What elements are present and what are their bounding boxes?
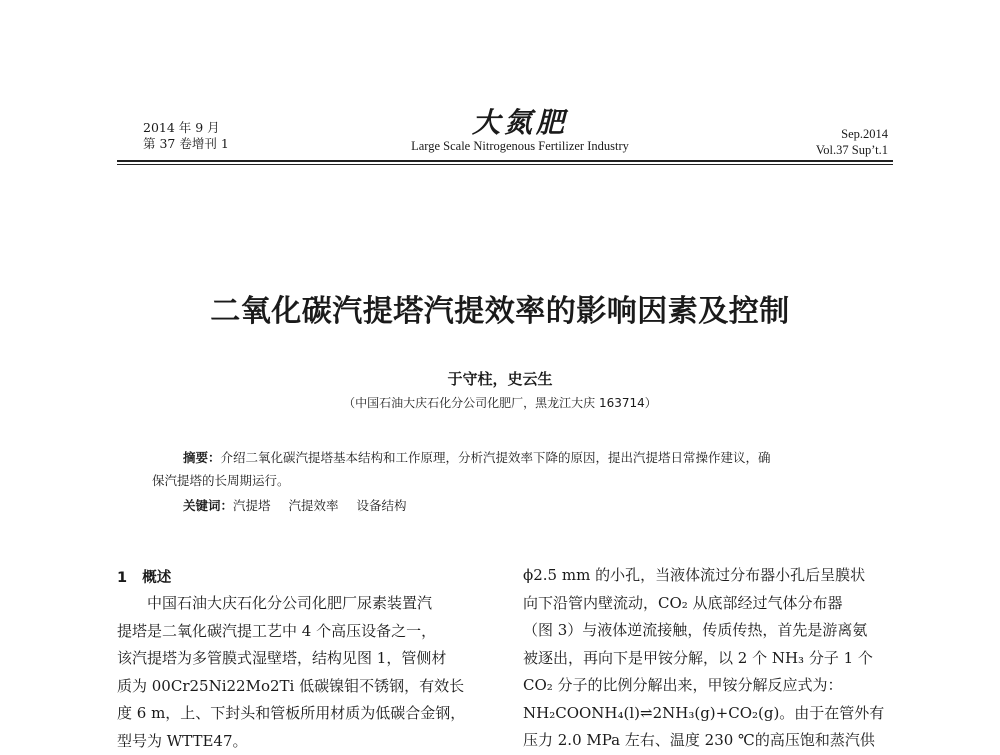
header-rule-thick [117,160,893,162]
body-line: CO₂ 分子的比例分解出来，甲铵分解反应式为： [523,672,898,700]
journal-name: Large Scale Nitrogenous Fertilizer Industry [370,138,670,154]
body-line: 压力 2.0 MPa 左右、温度 230 ℃的高压饱和蒸汽供 [523,727,898,755]
header-rule-thin [117,164,893,165]
keyword: 汽提塔 [233,498,271,513]
body-column-right [523,562,898,755]
keyword: 设备结构 [357,498,407,513]
paper-affiliation: （中国石油大庆石化分公司化肥厂，黑龙江大庆 163714） [0,394,1000,411]
keywords [183,496,425,514]
journal-masthead [370,108,670,154]
body-line: 中国石油大庆石化分公司化肥厂尿素装置汽 [117,590,492,618]
body-line: 质为 00Cr25Ni22Mo2Ti 低碳镍钼不锈钢，有效长 [117,673,492,701]
header-issue-info-en [816,126,888,158]
section-heading [117,566,171,587]
paper-title: 二氧化碳汽提塔汽提效率的影响因素及控制 [0,286,1000,330]
keywords-label: 关键词： [183,498,233,513]
header-volume: 第 37 卷增刊 1 [143,136,229,152]
body-line: ϕ2.5 mm 的小孔，当液体流过分布器小孔后呈膜状 [523,562,898,590]
header-volume-en: Vol.37 Sup’t.1 [816,142,888,158]
section-title: 概述 [142,570,171,586]
abstract-line-2: 保汽提塔的长周期运行。 [152,469,868,492]
body-line: 型号为 WTTE47。 [117,728,492,755]
abstract-line-1 [152,446,868,469]
header-date-en: Sep.2014 [816,126,888,142]
journal-logo: 大氮肥 [370,108,670,138]
keyword: 汽提效率 [289,498,339,513]
section-number: 1 [117,570,127,586]
header-issue-info [143,120,229,152]
abstract-text-1: 介绍二氧化碳汽提塔基本结构和工作原理，分析汽提效率下降的原因，提出汽提塔日常操作建议，确 [221,450,771,465]
abstract [152,446,868,492]
abstract-label: 摘要： [183,450,221,465]
body-column-left [117,590,492,755]
body-line: NH₂COONH₄(l)⇌2NH₃(g)+CO₂(g)。由于在管外有 [523,700,898,728]
body-line: （图 3）与液体逆流接触，传质传热，首先是游离氨 [523,617,898,645]
body-line: 提塔是二氧化碳汽提工艺中 4 个高压设备之一， [117,618,492,646]
header-date: 2014 年 9 月 [143,120,229,136]
body-line: 该汽提塔为多管膜式湿壁塔，结构见图 1，管侧材 [117,645,492,673]
paper-authors: 于守柱，史云生 [0,368,1000,389]
body-line: 度 6 m，上、下封头和管板所用材质为低碳合金钢， [117,700,492,728]
body-line: 向下沿管内壁流动，CO₂ 从底部经过气体分布器 [523,590,898,618]
body-line: 被逐出，再向下是甲铵分解，以 2 个 NH₃ 分子 1 个 [523,645,898,673]
